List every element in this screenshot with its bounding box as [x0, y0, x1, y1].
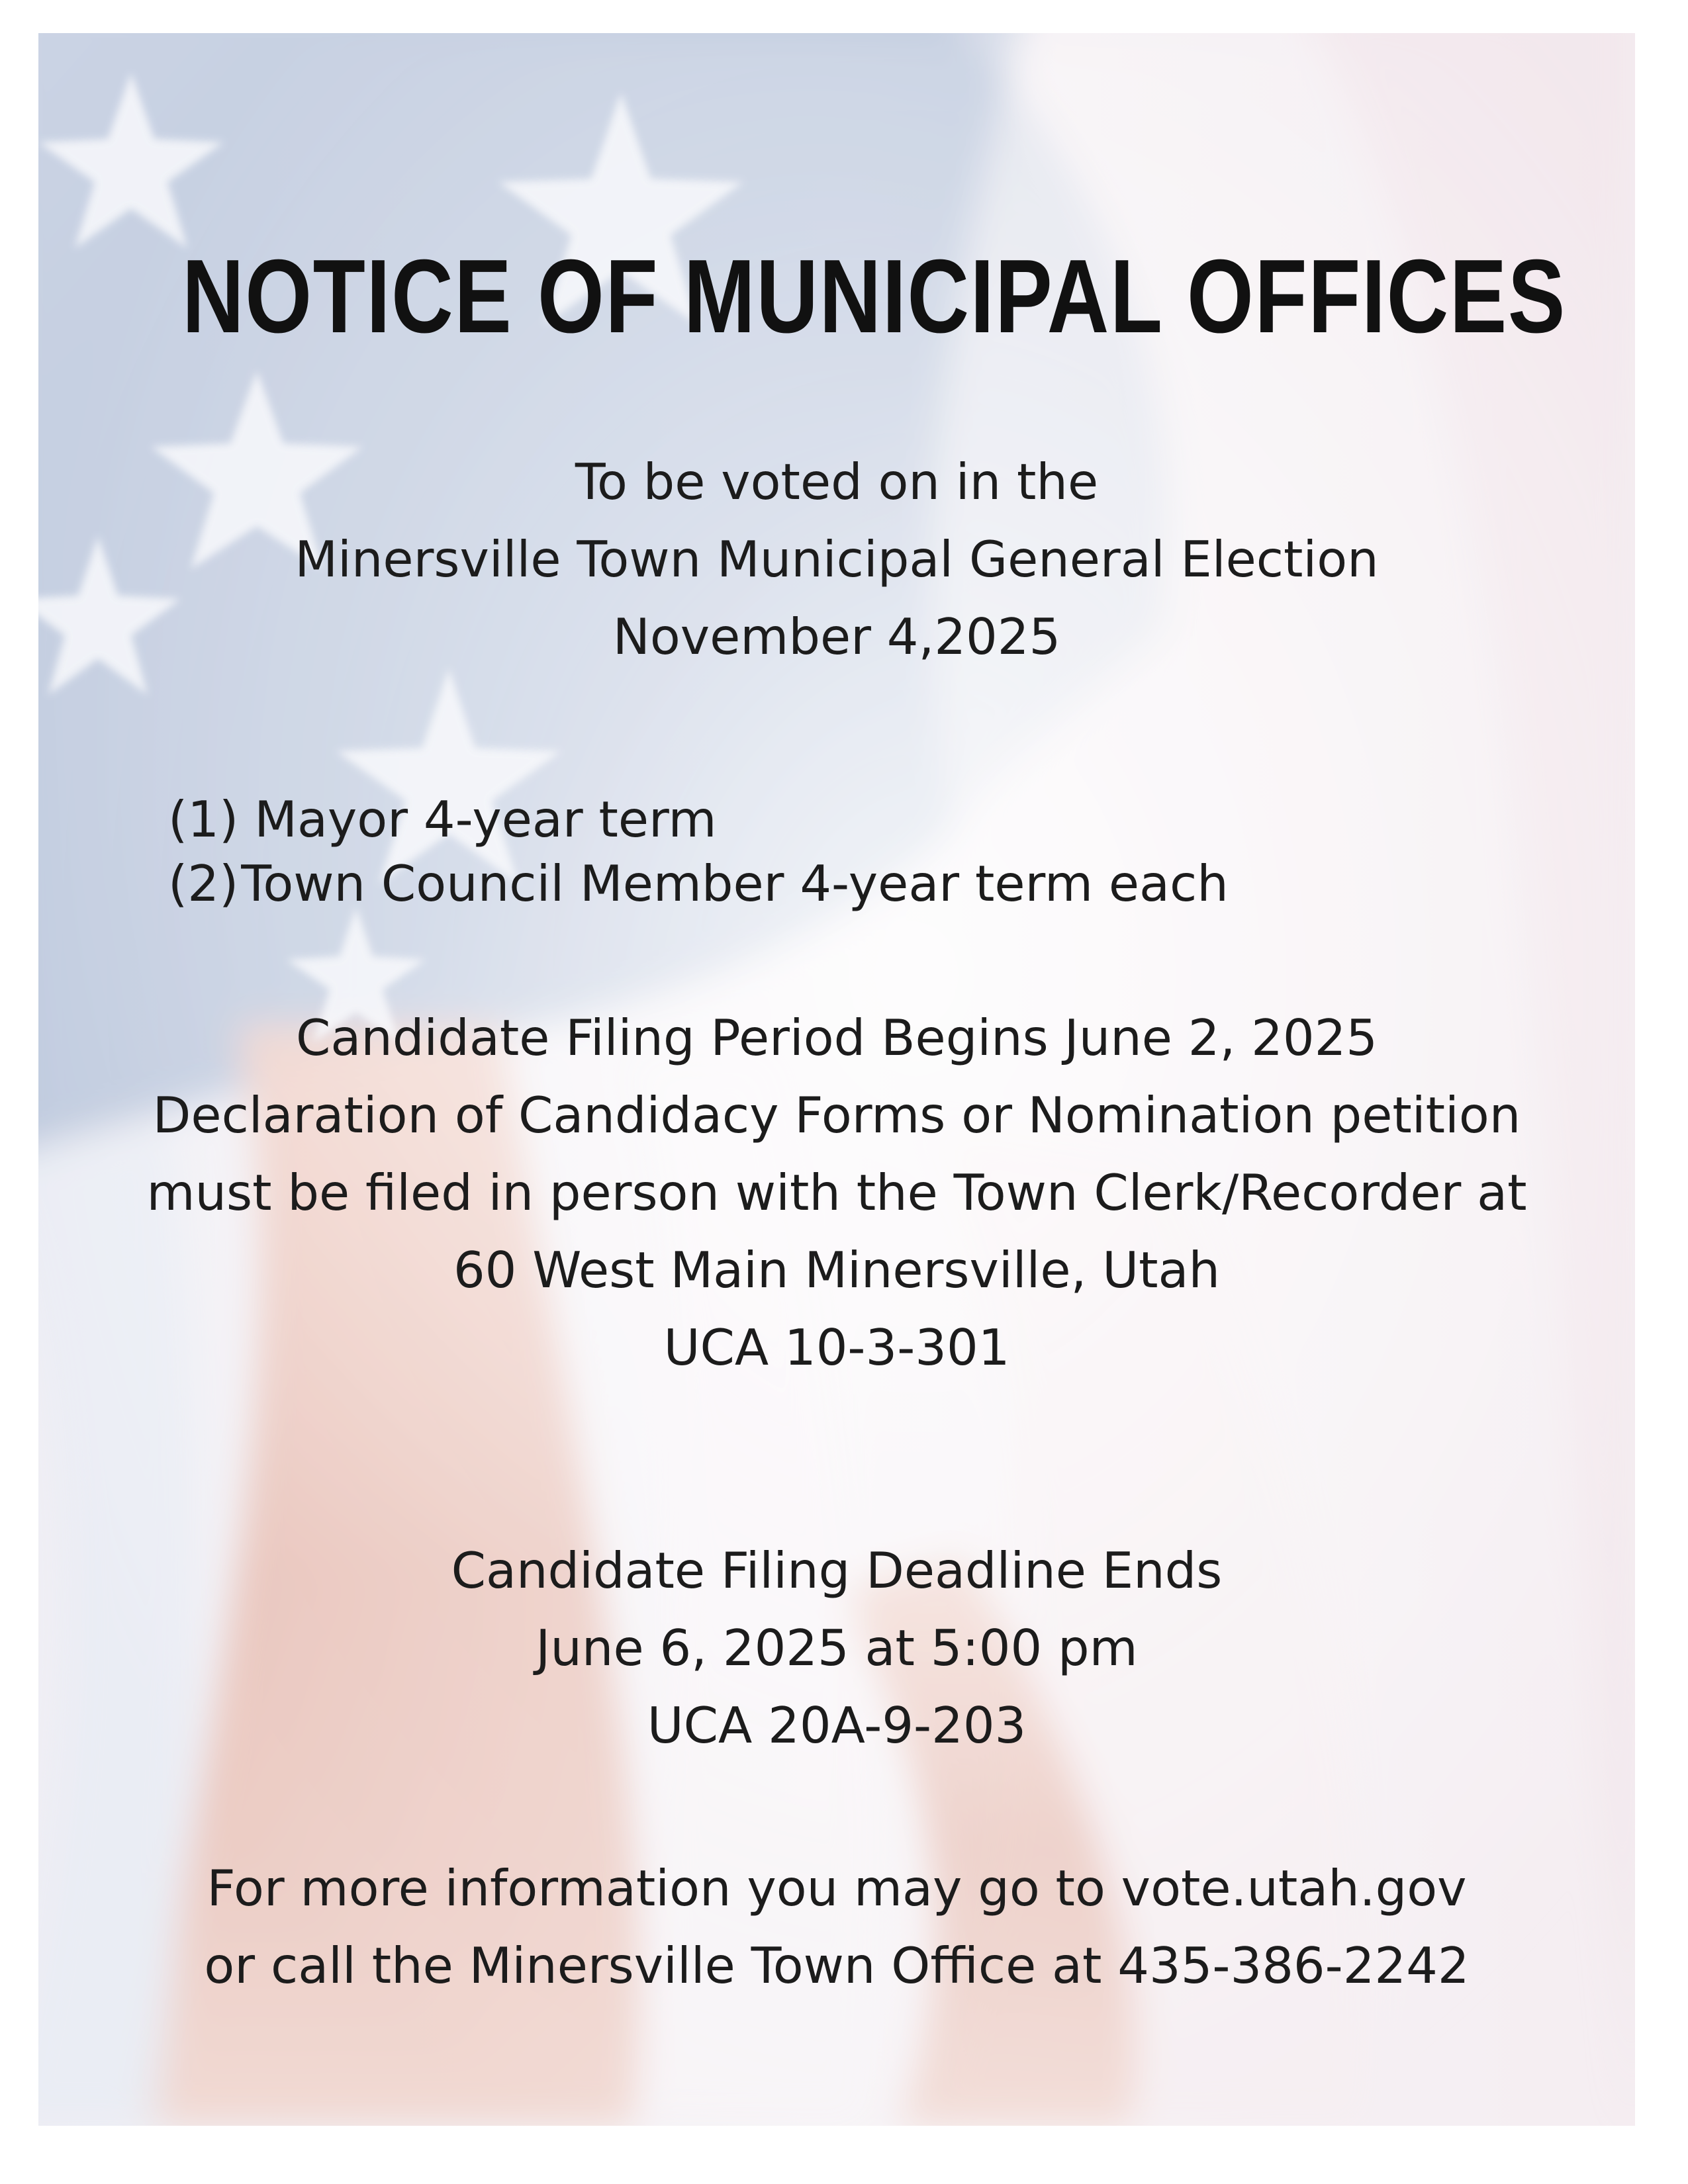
filing-period-line-2: Declaration of Candidacy Forms or Nomination petition [152, 1086, 1521, 1144]
office-number: (1) [168, 790, 239, 848]
contact-line-1: For more information you may go to vote.utah.gov [207, 1859, 1467, 1917]
election-info [38, 443, 1635, 676]
filing-deadline-statute: UCA 20A-9-203 [647, 1696, 1027, 1754]
contact-info [38, 1850, 1635, 2005]
page-title: NOTICE OF MUNICIPAL OFFICES [182, 238, 1566, 355]
filing-period-address: 60 West Main Minersville, Utah [453, 1241, 1221, 1299]
office-label: Town Council Member 4-year term each [241, 854, 1229, 913]
filing-period-line-3: must be filed in person with the Town Clerk/Recorder at [146, 1163, 1527, 1222]
contact-line-2: or call the Minersville Town Office at 435-386-2242 [204, 1936, 1470, 1995]
election-line-2: Minersville Town Municipal General Election [295, 530, 1379, 588]
filing-deadline-info [38, 1532, 1635, 1764]
election-date: November 4,2025 [612, 608, 1061, 666]
filing-period-line-1: Candidate Filing Period Begins June 2, 2025 [295, 1009, 1378, 1067]
filing-deadline-date: June 6, 2025 at 5:00 pm [536, 1619, 1138, 1677]
notice-flyer [38, 33, 1635, 2126]
filing-period-statute: UCA 10-3-301 [663, 1318, 1010, 1377]
list-item [168, 852, 1229, 916]
list-item [168, 788, 1229, 852]
office-label: Mayor 4-year term [254, 790, 717, 848]
office-number: (2) [168, 854, 239, 913]
filing-deadline-line-1: Candidate Filing Deadline Ends [451, 1541, 1223, 1600]
filing-period-info [38, 999, 1635, 1387]
election-line-1: To be voted on in the [575, 453, 1099, 511]
offices-list [168, 788, 1229, 916]
